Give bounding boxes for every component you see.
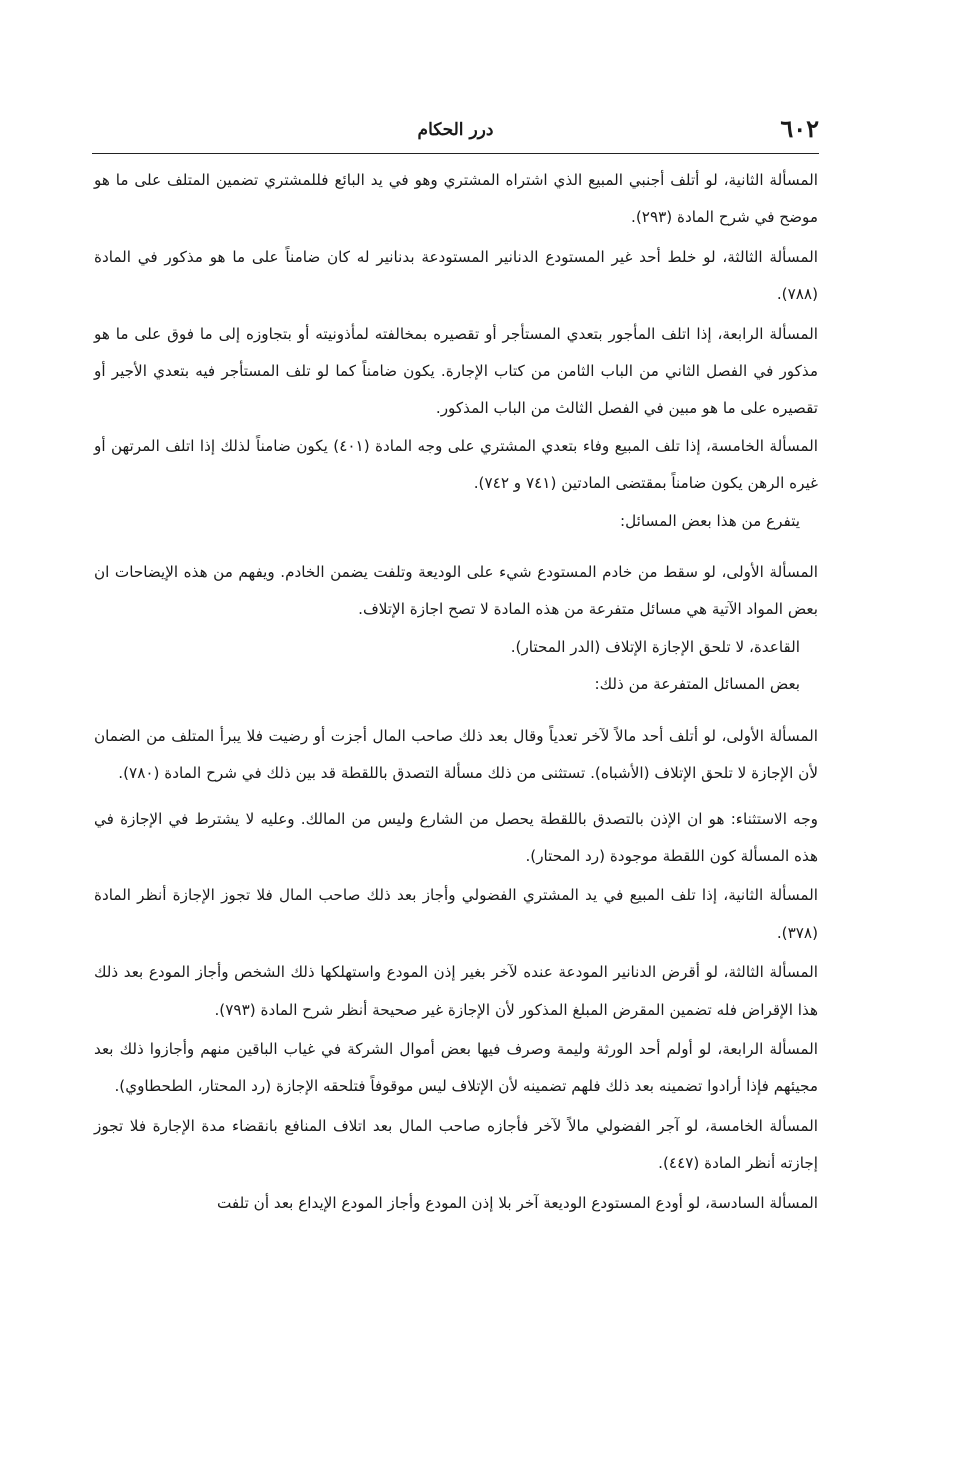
paragraph-1: المسألة الثانية، لو أتلف أجنبي المبيع الذي اشتراه المشتري وهو في يد البائع فللمشتري تضمين المتلف على ما هو موضح في شرح المادة (٢٩٣). (94, 171, 818, 227)
paragraph-3: المسألة الرابعة، إذا اتلف المأجور بتعدي المستأجر أو تقصيره بمخالفته لمأذونيته أو بتجاوزه إلى ما فوق على ما هو مذكور في الفصل الثاني من الباب الثامن من كتاب الإجارة. يكون ضامناً كما لو تلف المستأجر فيه بتعدي الأجير أو تقصيره على ما هو مبين في الفصل الثالث من الباب المذكور. (94, 324, 818, 418)
paragraph-12: المسألة الثالثة، لو أقرض الدنانير المودعة عنده لآخر بغير إذن المودع واستهلكها ذلك الشخص وأجاز المودع بعد ذلك هذا الإقراض فله تضمين المقرض المبلغ المذكور لأن الإجازة غير صحيحة أنظر شرح المادة (٧٩٣). (94, 963, 818, 1019)
header-divider (92, 153, 819, 154)
paragraph-10: وجه الاستثناء: هو ان الإذن بالتصدق باللقطة يحصل من الشارع وليس من المالك. وعليه لا يشترط في الإجازة في هذه المسألة كون اللقطة موجودة (رد المحتار). (94, 809, 818, 865)
paragraph-9: المسألة الأولى، لو أتلف أحد مالاً لآخر تعدياً وقال بعد ذلك صاحب المال أجزت أو رضيت فلا يبرأ المتلف من الضمان لأن الإجازة لا تلحق الإتلاف (الأشباه). تستثنى من ذلك مسألة التصدق باللقطة قد بين ذلك في شرح المادة (٧٨٠). (94, 726, 818, 783)
paragraph-5: يتفرع من هذا بعض المسائل: (620, 511, 800, 530)
running-title: درر الحكام (417, 120, 494, 140)
paragraph-6: المسألة الأولى، لو سقط من خادم المستودع شيء على الوديعة وتلفت يضمن الخادم. ويفهم من هذه الإيضاحات ان بعض المواد الآتية هي مسائل متفرعة من هذه المادة لا تصح اجازة الإتلاف. (94, 563, 818, 619)
paragraph-11: المسألة الثانية، إذا تلف المبيع في يد المشتري الفضولي وأجاز بعد ذلك صاحب المال فلا تجوز الإجازة أنظر المادة (٣٧٨). (94, 886, 818, 942)
page-number: ٦٠٢ (780, 114, 819, 143)
paragraph-15: المسألة السادسة، لو أودع المستودع الوديعة آخر بلا إذن المودع وأجاز المودع الإيداع بعد أن تلفت (216, 1193, 818, 1212)
paragraph-7: القاعدة، لا تلحق الإجازة الإتلاف (الدر المحتار). (510, 637, 800, 656)
paragraph-4: المسألة الخامسة، إذا تلف المبيع وفاء بتعدي المشتري على وجه المادة (٤٠١) يكون ضامناً لذلك إذا اتلف المرتهن أو غيره الرهن يكون ضامناً بمقتضى المادتين (٧٤١ و ٧٤٢). (94, 436, 818, 493)
paragraph-2: المسألة الثالثة، لو خلط أحد غير المستودع الدنانير المستودعة بدنانير له كان ضامناً على ما هو مذكور في المادة (٧٨٨). (94, 247, 818, 304)
paragraph-8: بعض المسائل المتفرعة من ذلك: (594, 675, 800, 694)
page-header (92, 112, 819, 156)
paragraph-13: المسألة الرابعة، لو أولم أحد الورثة وليمة وصرف فيها بعض أموال الشركة في غياب الباقين منهم وأجازوا ذلك بعد مجيئهم فإذا أرادوا تضمينه بعد ذلك فلهم تضمينه لأن الإتلاف ليس موقوفاً فتلحقه الإجازة (رد المحتار، الطحطاوي). (94, 1039, 818, 1096)
paragraph-14: المسألة الخامسة، لو آجر الفضولي مالاً لآخر فأجازه صاحب المال بعد اتلاف المنافع بانقضاء مدة الإجارة فلا تجوز إجازته أنظر المادة (٤٤٧). (94, 1116, 818, 1173)
body-text (94, 162, 818, 1222)
